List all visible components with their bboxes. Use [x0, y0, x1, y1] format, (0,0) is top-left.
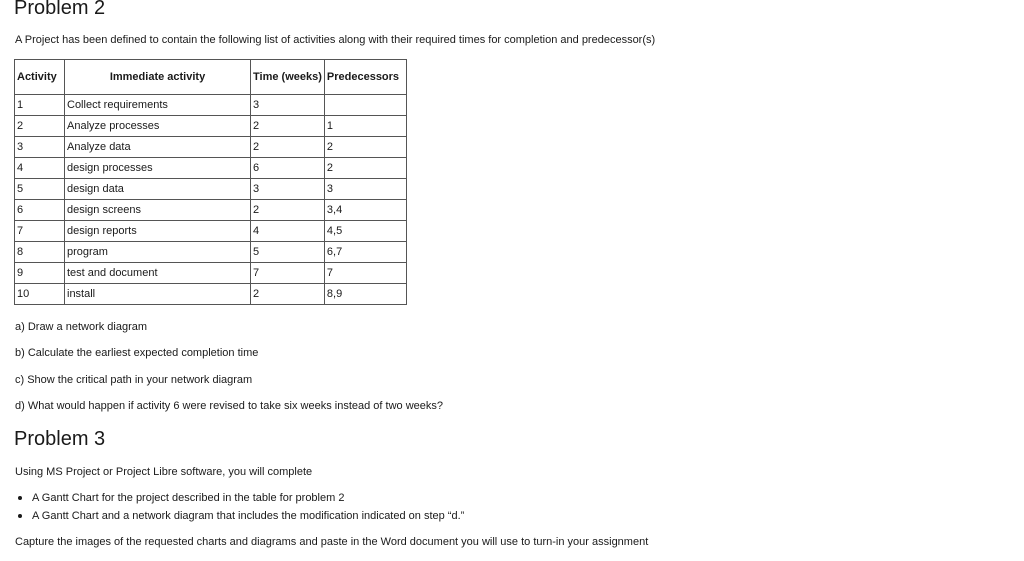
- cell-predecessors: 2: [324, 158, 406, 179]
- problem-2-heading: Problem 2: [14, 0, 106, 19]
- cell-activity: 8: [15, 242, 65, 263]
- question-b: b) Calculate the earliest expected completion time: [15, 347, 259, 359]
- cell-predecessors: 6,7: [324, 242, 406, 263]
- cell-predecessors: 8,9: [324, 284, 406, 305]
- cell-activity: 5: [15, 179, 65, 200]
- cell-immediate-activity: Collect requirements: [65, 95, 251, 116]
- list-item: [15, 509, 464, 527]
- problem-2-intro: A Project has been defined to contain the following list of activities along with their required times for completion and predecessor(s): [15, 34, 656, 46]
- bullet-text: A Gantt Chart and a network diagram that includes the modification indicated on step “d.”: [32, 510, 465, 522]
- cell-time-weeks: 7: [251, 263, 325, 284]
- cell-time-weeks: 2: [251, 284, 325, 305]
- cell-predecessors: 2: [324, 137, 406, 158]
- cell-predecessors: 3,4: [324, 200, 406, 221]
- cell-time-weeks: 2: [251, 200, 325, 221]
- question-c: c) Show the critical path in your network diagram: [15, 374, 253, 386]
- cell-activity: 10: [15, 284, 65, 305]
- table-row: [15, 137, 407, 158]
- problem-3-intro: Using MS Project or Project Libre software, you will complete: [15, 466, 313, 478]
- problem-3-heading: Problem 3: [14, 428, 106, 450]
- cell-time-weeks: 4: [251, 221, 325, 242]
- question-a: a) Draw a network diagram: [15, 321, 148, 333]
- cell-predecessors: 3: [324, 179, 406, 200]
- cell-immediate-activity: design data: [65, 179, 251, 200]
- header-activity: Activity: [15, 60, 65, 95]
- cell-time-weeks: 3: [251, 95, 325, 116]
- table-row: [15, 263, 407, 284]
- table-body: [15, 95, 407, 305]
- cell-activity: 3: [15, 137, 65, 158]
- cell-immediate-activity: Analyze data: [65, 137, 251, 158]
- cell-time-weeks: 5: [251, 242, 325, 263]
- cell-predecessors: [324, 95, 406, 116]
- bullet-text: A Gantt Chart for the project described in the table for problem 2: [32, 492, 345, 504]
- list-item: [15, 491, 464, 509]
- cell-activity: 9: [15, 263, 65, 284]
- header-immediate-activity: Immediate activity: [65, 60, 251, 95]
- header-predecessors: Predecessors: [324, 60, 406, 95]
- cell-predecessors: 7: [324, 263, 406, 284]
- cell-time-weeks: 2: [251, 116, 325, 137]
- problem-3-closing: Capture the images of the requested charts and diagrams and paste in the Word document you will use to turn-in your assignment: [15, 536, 649, 548]
- activities-table: [14, 59, 407, 305]
- table-header-row: [15, 60, 407, 95]
- table-row: [15, 284, 407, 305]
- cell-predecessors: 1: [324, 116, 406, 137]
- table-row: [15, 200, 407, 221]
- table-row: [15, 116, 407, 137]
- table-row: [15, 242, 407, 263]
- table-row: [15, 179, 407, 200]
- bullet-icon: [18, 514, 22, 518]
- problem-3-bullet-list: [15, 491, 464, 527]
- cell-activity: 6: [15, 200, 65, 221]
- cell-immediate-activity: design screens: [65, 200, 251, 221]
- question-d: d) What would happen if activity 6 were revised to take six weeks instead of two weeks?: [15, 400, 443, 412]
- cell-immediate-activity: Analyze processes: [65, 116, 251, 137]
- cell-immediate-activity: program: [65, 242, 251, 263]
- cell-time-weeks: 6: [251, 158, 325, 179]
- cell-time-weeks: 3: [251, 179, 325, 200]
- cell-activity: 2: [15, 116, 65, 137]
- bullet-icon: [18, 496, 22, 500]
- cell-activity: 7: [15, 221, 65, 242]
- cell-immediate-activity: test and document: [65, 263, 251, 284]
- table-row: [15, 158, 407, 179]
- header-time-weeks: Time (weeks): [251, 60, 325, 95]
- table-row: [15, 95, 407, 116]
- cell-time-weeks: 2: [251, 137, 325, 158]
- cell-predecessors: 4,5: [324, 221, 406, 242]
- cell-immediate-activity: design processes: [65, 158, 251, 179]
- cell-immediate-activity: install: [65, 284, 251, 305]
- cell-immediate-activity: design reports: [65, 221, 251, 242]
- cell-activity: 4: [15, 158, 65, 179]
- cell-activity: 1: [15, 95, 65, 116]
- table-row: [15, 221, 407, 242]
